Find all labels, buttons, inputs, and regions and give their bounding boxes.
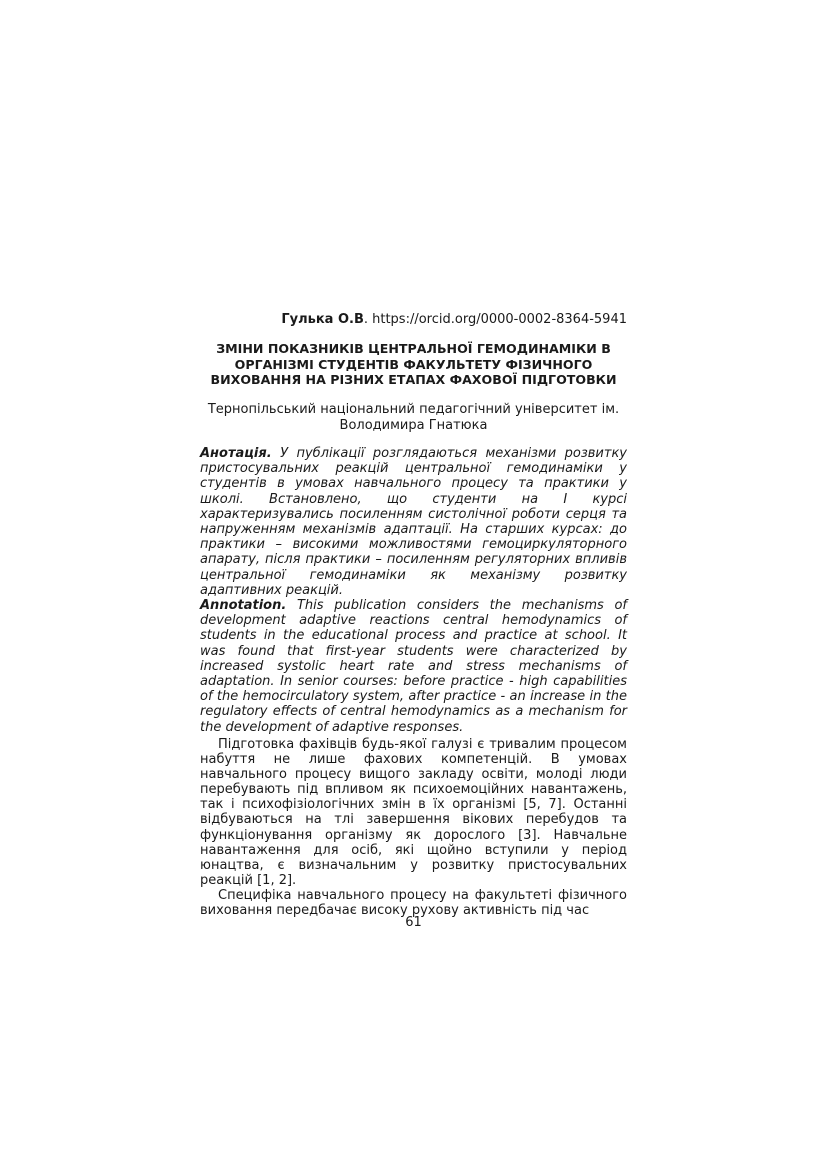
abstract-ua-label: Анотація. <box>200 446 272 461</box>
body-text <box>200 737 627 918</box>
body-paragraph-2: Специфіка навчального процесу на факультеті фізичного виховання передбачає високу рухову активність під час <box>200 887 627 919</box>
abstract-en-text: This publication considers the mechanisms of development adaptive reactions central hemodynamics of students in the educational process and practice at school. It was found that first-year students were characterized by increased systolic heart rate and stress mechanisms of adaptation. In senior courses: before practice - high capabilities of the hemocirculatory system, after practice - an increase in the regulatory effects of central hemodynamics as a mechanism for the development of adaptive responses. <box>200 598 627 735</box>
abstract-en-label: Annotation. <box>200 598 287 614</box>
article-title: ЗМІНИ ПОКАЗНИКІВ ЦЕНТРАЛЬНОЇ ГЕМОДИНАМІКИ В ОРГАНІЗМІ СТУДЕНТІВ ФАКУЛЬТЕТУ ФІЗИЧНОГО ВИХОВАННЯ НА РІЗНИХ ЕТАПАХ ФАХОВОЇ ПІДГОТОВКИ <box>210 341 617 387</box>
author-name: Гулька О.В <box>281 312 364 327</box>
abstract-en <box>200 598 627 735</box>
author-separator: . <box>363 312 373 327</box>
affiliation <box>200 402 627 434</box>
abstract-ua-text: У публікації розглядаються механізми розвитку пристосувальних реакцій центральної гемодинаміки у студентів в умовах навчального процесу та практики у школі. Встановлено, що студенти на I курсі характеризувались посиленням систолічної роботи серця та напруженням механізмів адаптації. На старших курсах: до практики – високими можливостями гемоциркуляторного апарату, після практики – посиленням регуляторних впливів центральної гемодинаміки як механізму розвитку адаптивних реакцій. <box>200 446 627 598</box>
affiliation-line-1: Тернопільський національний педагогічний університет ім. <box>207 402 620 417</box>
affiliation-line-2: Володимира Гнатюка <box>339 418 488 433</box>
author-line <box>200 311 627 329</box>
page-number: 61 <box>405 915 422 930</box>
body-paragraph-1: Підготовка фахівців будь-якої галузі є тривалим процесом набуття не лише фахових компетенцій. В умовах навчального процесу вищого закладу освіти, молоді люди перебувають під впливом як психоемоційних навантажень, так і психофізіологічних змін в їх організмі [5, 7]. Останні відбуваються на тлі завершення вікових перебудов та функціонування організму як дорослого [3]. Навчальне навантаження для осіб, які щойно вступили у період юнацтва, є визначальним у розвитку пристосувальних реакцій [1, 2]. <box>200 737 627 888</box>
abstract-ua <box>200 446 627 598</box>
abstract <box>200 446 627 735</box>
orcid-link[interactable]: https://orcid.org/0000-0002-8364-5941 <box>372 312 627 327</box>
